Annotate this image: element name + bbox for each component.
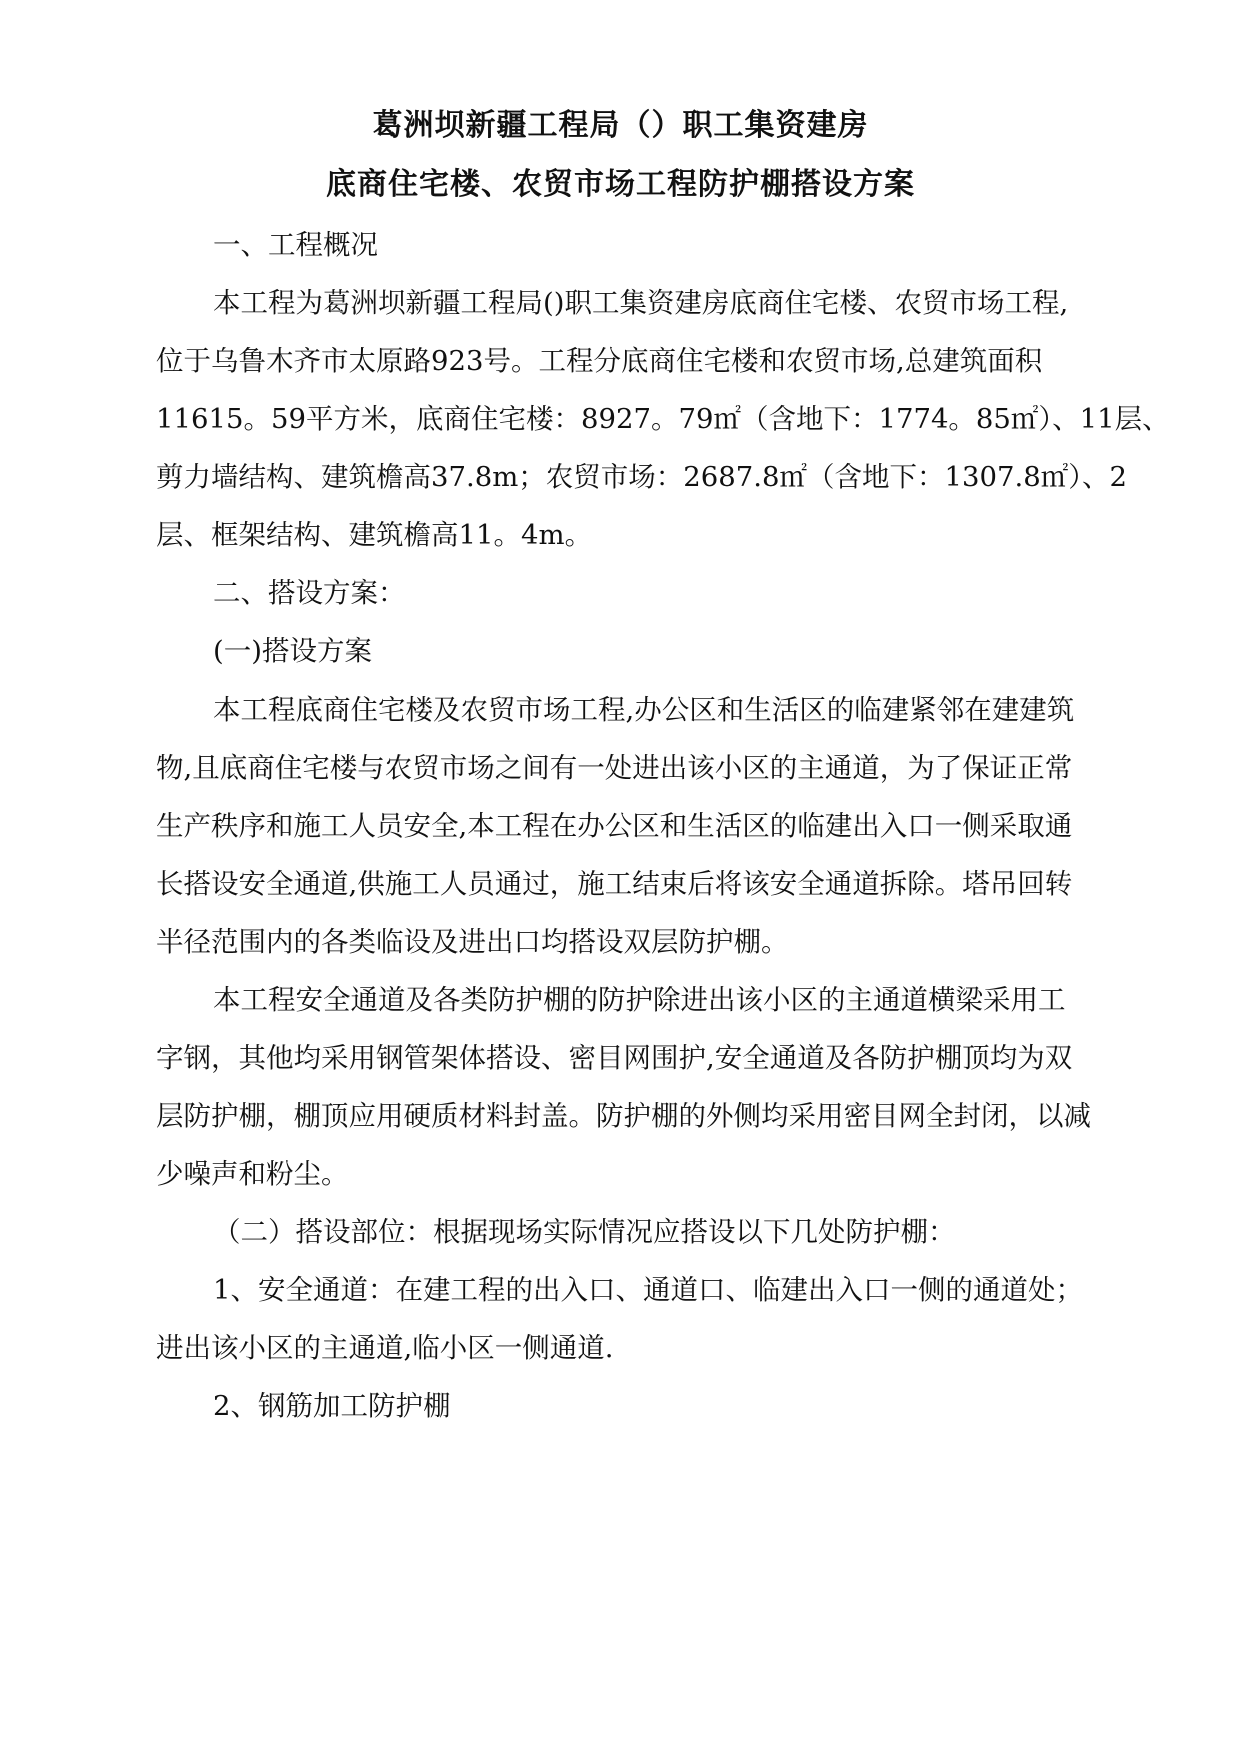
section-2-paragraph-1-line: 生产秩序和施工人员安全,本工程在办公区和生活区的临建出入口一侧采取通 — [156, 810, 1073, 842]
section-2-paragraph-2-line: 字钢，其他均采用钢管架体搭设、密目网围护,安全通道及各防护棚顶均为双 — [156, 1042, 1073, 1074]
section-1-paragraph-line: 位于乌鲁木齐市太原路923号。工程分底商住宅楼和农贸市场,总建筑面积 — [156, 345, 1043, 377]
document-title-line-2: 底商住宅楼、农贸市场工程防护棚搭设方案 — [326, 167, 915, 202]
list-item-1-line: 1、安全通道：在建工程的出入口、通道口、临建出入口一侧的通道处； — [213, 1274, 1083, 1306]
section-2-heading: 二、搭设方案： — [213, 577, 406, 609]
section-2-paragraph-1-line: 物,且底商住宅楼与农贸市场之间有一处进出该小区的主通道，为了保证正常 — [156, 752, 1073, 784]
section-1-paragraph-line: 本工程为葛洲坝新疆工程局()职工集资建房底商住宅楼、农贸市场工程, — [213, 287, 1069, 319]
section-1-paragraph-line: 11615。59平方米，底商住宅楼：8927。79㎡（含地下：1774。85㎡）、11层、 — [156, 403, 1170, 435]
list-item-2: 2、钢筋加工防护棚 — [213, 1390, 451, 1422]
section-2-paragraph-1-line: 半径范围内的各类临设及进出口均搭设双层防护棚。 — [156, 926, 789, 958]
section-1-paragraph-line: 层、框架结构、建筑檐高11。4m。 — [156, 519, 593, 551]
list-item-1-line: 进出该小区的主通道,临小区一侧通道. — [156, 1332, 614, 1364]
section-2-paragraph-1-line: 长搭设安全通道,供施工人员通过，施工结束后将该安全通道拆除。塔吊回转 — [156, 868, 1073, 900]
section-2-paragraph-2-line: 少噪声和粉尘。 — [156, 1158, 349, 1190]
section-1-heading: 一、工程概况 — [213, 229, 378, 261]
section-2-paragraph-2-line: 层防护棚，棚顶应用硬质材料封盖。防护棚的外侧均采用密目网全封闭，以减 — [156, 1100, 1091, 1132]
section-2-subheading-2: （二）搭设部位：根据现场实际情况应搭设以下几处防护棚： — [213, 1216, 956, 1248]
section-2-paragraph-2-line: 本工程安全通道及各类防护棚的防护除进出该小区的主通道横梁采用工 — [213, 984, 1066, 1016]
section-2-paragraph-1-line: 本工程底商住宅楼及农贸市场工程,办公区和生活区的临建紧邻在建建筑 — [213, 694, 1075, 726]
section-2-subheading-1: (一)搭设方案 — [213, 635, 372, 667]
section-1-paragraph-line: 剪力墙结构、建筑檐高37.8m；农贸市场：2687.8㎡（含地下：1307.8㎡）、2 — [156, 461, 1127, 493]
document-title-line-1: 葛洲坝新疆工程局（）职工集资建房 — [372, 108, 869, 143]
